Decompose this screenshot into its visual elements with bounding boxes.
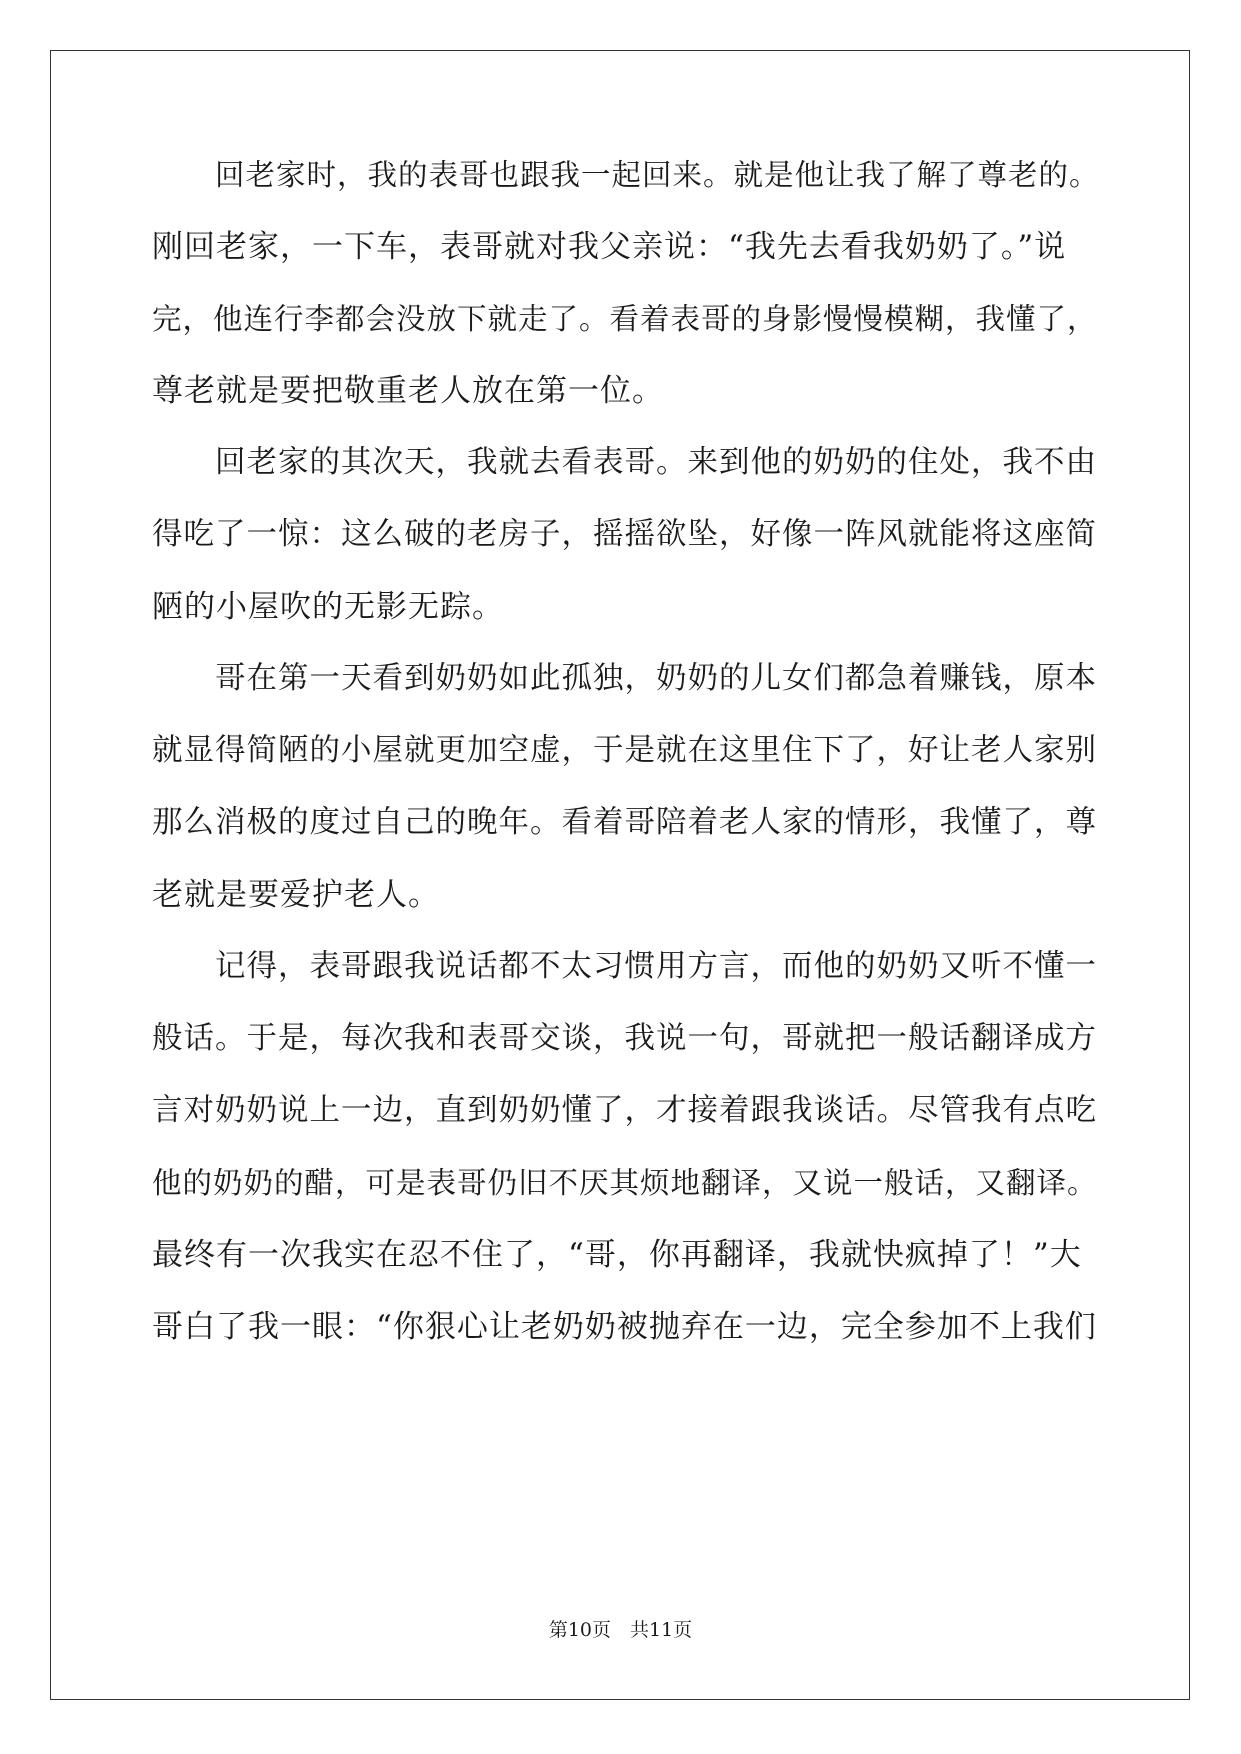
paragraph-2-line-3: 陋的小屋吹的无影无踪。 xyxy=(152,589,504,625)
paragraph-4-line-3: 言对奶奶说上一边，直到奶奶懂了，才接着跟我谈话。尽管我有点吃 xyxy=(152,1093,1097,1128)
paragraph-1-line-1: 回老家时，我的表哥也跟我一起回来。就是他让我了解了尊老的。 xyxy=(215,158,1100,192)
paragraph-3-line-3: 那么消极的度过自己的晚年。看着哥陪着老人家的情形，我懂了，尊 xyxy=(152,805,1097,840)
paragraph-4-line-2: 般话。于是，每次我和表哥交谈，我说一句，哥就把一般话翻译成方 xyxy=(152,1021,1097,1056)
paragraph-1-line-4: 尊老就是要把敬重老人放在第一位。 xyxy=(152,373,664,409)
page-number-footer: 第10页 共11页 xyxy=(548,1619,693,1641)
paragraph-2-line-2: 得吃了一惊：这么破的老房子，摇摇欲坠，好像一阵风就能将这座简 xyxy=(152,517,1097,552)
paragraph-2-line-1: 回老家的其次天，我就去看表哥。来到他的奶奶的住处，我不由 xyxy=(215,445,1097,480)
paragraph-1-line-3: 完，他连行李都会没放下就走了。看着表哥的身影慢慢模糊，我懂了， xyxy=(152,302,1098,336)
paragraph-4-line-5: 最终有一次我实在忍不住了，“哥，你再翻译，我就快疯掉了！”大 xyxy=(152,1237,1082,1273)
paragraph-3-line-1: 哥在第一天看到奶奶如此孤独，奶奶的儿女们都急着赚钱，原本 xyxy=(215,661,1097,696)
paragraph-4-line-4: 他的奶奶的醋，可是表哥仍旧不厌其烦地翻译，又说一般话，又翻译。 xyxy=(152,1166,1098,1200)
paragraph-4-line-1: 记得，表哥跟我说话都不太习惯用方言，而他的奶奶又听不懂一 xyxy=(215,949,1097,984)
paragraph-3-line-2: 就显得简陋的小屋就更加空虚，于是就在这里住下了，好让老人家别 xyxy=(152,733,1097,768)
paragraph-3-line-4: 老就是要爱护老人。 xyxy=(152,877,440,913)
paragraph-1-line-2: 刚回老家，一下车，表哥就对我父亲说：“我先去看我奶奶了。”说 xyxy=(152,229,1067,265)
paragraph-4-line-6: 哥白了我一眼：“你狠心让老奶奶被抛弃在一边，完全参加不上我们 xyxy=(152,1309,1097,1345)
